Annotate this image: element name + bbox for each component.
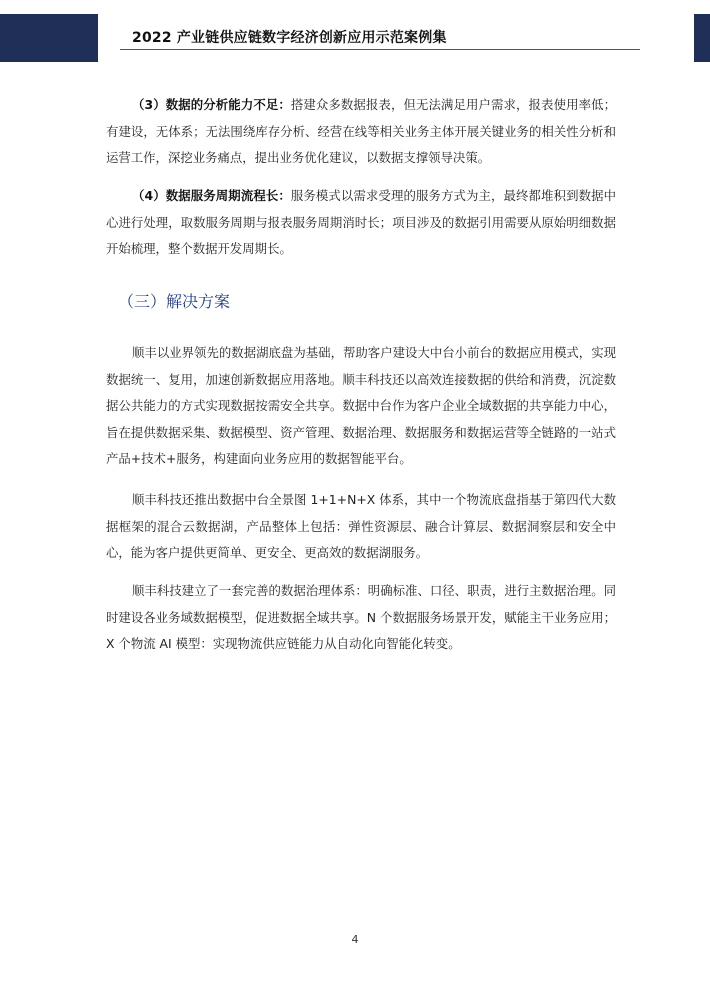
paragraph-text: 服务模式以需求受理的服务方式为主，最终都堆积到数据中心进行处理，取数服务周期与报表服务周期消时长；项目涉及的数据引用需要从原始明细数据开始梳理，整个数据开发周期长。 <box>106 188 616 256</box>
header-bar-right <box>694 14 710 62</box>
paragraph-solution-1: 顺丰以业界领先的数据湖底盘为基础，帮助客户建设大中台小前台的数据应用模式，实现数据统一、复用，加速创新数据应用落地。顺丰科技还以高效连接数据的供给和消费，沉淀数据公共能力的方式实现数据按需安全共享。数据中台作为客户企业全域数据的共享能力中心，旨在提供数据采集、数据模型、资产管理、数据治理、数据服务和数据运营等全链路的一站式产品+技术+服务，构建面向业务应用的数据智能平台。 <box>106 345 616 466</box>
paragraph-service-cycle <box>106 183 616 263</box>
header-divider <box>120 49 640 50</box>
section-heading: （三）解决方案 <box>118 292 231 311</box>
paragraph-lead: （4）数据服务周期流程长： <box>132 188 291 203</box>
header-bar-left <box>0 14 98 62</box>
document-title: 2022 产业链供应链数字经济创新应用示范案例集 <box>132 30 447 46</box>
paragraph-lead: （3）数据的分析能力不足： <box>132 97 291 112</box>
paragraph-text: 搭建众多数据报表，但无法满足用户需求，报表使用率低；有建设，无体系；无法围绕库存分析、经营在线等相关业务主体开展关键业务的相关性分析和运营工作，深挖业务痛点，提出业务优化建议，以数据支撑领导决策。 <box>106 97 616 165</box>
paragraph-analysis-capability <box>106 92 616 172</box>
paragraph-solution-3: 顺丰科技建立了一套完善的数据治理体系：明确标准、口径、职责，进行主数据治理。同时建设各业务域数据模型，促进数据全域共享。N 个数据服务场景开发，赋能主干业务应用；X 个物流 AI 模型：实现物流供应链能力从自动化向智能化转变。 <box>106 583 616 651</box>
page-number: 4 <box>351 933 359 946</box>
paragraph-solution-2: 顺丰科技还推出数据中台全景图 1+1+N+X 体系，其中一个物流底盘指基于第四代大数据框架的混合云数据湖，产品整体上包括：弹性资源层、融合计算层、数据洞察层和安全中心，能为客户提供更简单、更安全、更高效的数据湖服务。 <box>106 492 616 560</box>
